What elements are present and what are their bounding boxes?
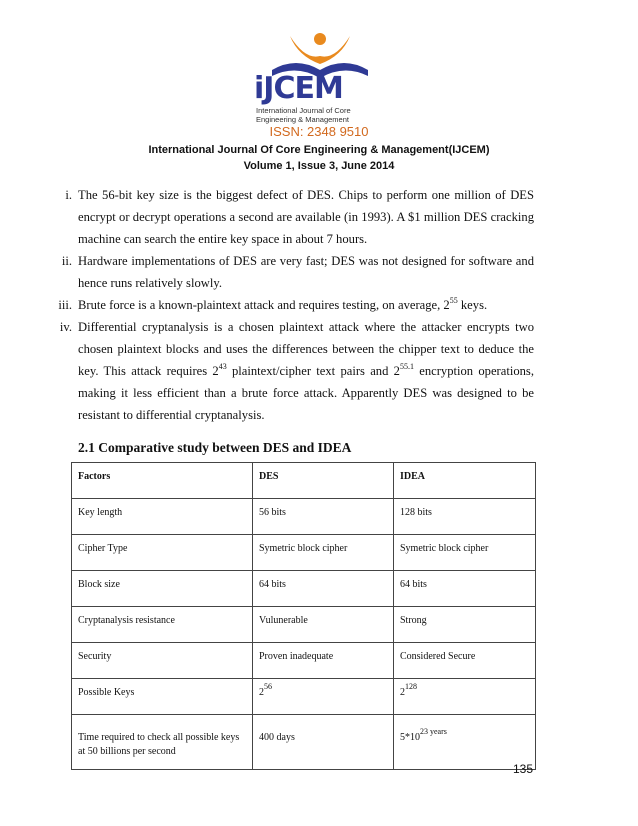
table-cell: Symetric block cipher — [253, 535, 394, 571]
table-row — [72, 679, 536, 715]
list-numeral: iv. — [59, 320, 72, 334]
list-item-text: encryption operations, making it less efficient than a brute force attack. Apparently DES was designed to be resistant to differential cryptanalysis. — [78, 364, 534, 422]
table-cell — [253, 679, 394, 715]
exponent: 55.1 — [399, 362, 414, 371]
list-item-text: Brute force is a known-plaintext attack and requires testing, on average, 2 — [78, 298, 450, 312]
list-numeral: iii. — [58, 298, 72, 312]
table-cell: Time required to check all possible keys at 50 billions per second — [72, 715, 253, 770]
list-item — [65, 184, 534, 250]
list-item — [58, 294, 534, 316]
table-row — [72, 571, 536, 607]
table-cell: 128 bits — [394, 499, 536, 535]
table-header-row — [72, 463, 536, 499]
issn-number: ISSN: 2348 9510 — [269, 124, 369, 139]
journal-title: International Journal Of Core Engineering & Management(IJCEM) — [148, 144, 490, 156]
table-row — [72, 715, 536, 770]
table-cell: Symetric block cipher — [394, 535, 536, 571]
table-cell: 64 bits — [253, 571, 394, 607]
column-header: IDEA — [394, 463, 536, 499]
list-item-text: Differential cryptanalysis is a chosen plaintext attack where the attacker encrypts two chosen plaintext blocks and uses the differences between the chipper text to deduce the key. This attack requires 2 — [78, 320, 534, 378]
table-cell: 400 days — [253, 715, 394, 770]
table-cell: Proven inadequate — [253, 643, 394, 679]
table-row — [72, 607, 536, 643]
power-base: 2 — [400, 687, 405, 698]
table-cell: Cipher Type — [72, 535, 253, 571]
exponent: 23 years — [420, 727, 447, 736]
exponent: 55 — [449, 296, 458, 305]
logo-tagline: International Journal of Core Engineering & Management — [256, 106, 351, 124]
list-numeral: ii. — [61, 254, 72, 268]
table-cell: 56 bits — [253, 499, 394, 535]
list-item-text: plaintext/cipher text pairs and 2 — [226, 364, 400, 378]
table-row — [72, 643, 536, 679]
power-base: 2 — [259, 687, 264, 698]
exponent: 128 — [405, 682, 417, 691]
column-header: DES — [253, 463, 394, 499]
table-cell: Security — [72, 643, 253, 679]
table-cell: Cryptanalysis resistance — [72, 607, 253, 643]
table-row — [72, 499, 536, 535]
table-cell — [394, 679, 536, 715]
exponent: 56 — [264, 682, 272, 691]
list-item-text: The 56-bit key size is the biggest defect of DES. Chips to perform one million of DES encrypt or decrypt operations a second are available (in 1993). A $1 million DES cracking machine can search the entire key space in about 7 hours. — [78, 188, 534, 246]
journal-logo — [250, 30, 390, 122]
list-numeral: i. — [65, 188, 72, 202]
table-cell: Vulunerable — [253, 607, 394, 643]
logo-wordmark: iJCEM — [254, 71, 343, 106]
volume-issue: Volume 1, Issue 3, June 2014 — [243, 160, 395, 172]
exponent: 43 — [218, 362, 227, 371]
table-cell: Strong — [394, 607, 536, 643]
des-defects-list — [58, 184, 534, 426]
table-cell: Key length — [72, 499, 253, 535]
list-item-text: keys. — [457, 298, 488, 312]
power-base: 5*10 — [400, 732, 420, 743]
table-row — [72, 535, 536, 571]
table-cell: Possible Keys — [72, 679, 253, 715]
table-cell: Block size — [72, 571, 253, 607]
list-item-text: Hardware implementations of DES are very fast; DES was not designed for software and hence runs relatively slowly. — [78, 254, 534, 290]
list-item — [61, 250, 534, 294]
section-heading: 2.1 Comparative study between DES and IDEA — [78, 440, 352, 455]
table-cell: Considered Secure — [394, 643, 536, 679]
page-number: 135 — [513, 762, 534, 776]
table-cell: 64 bits — [394, 571, 536, 607]
comparison-table — [71, 462, 536, 770]
list-item — [59, 316, 534, 426]
column-header: Factors — [72, 463, 253, 499]
